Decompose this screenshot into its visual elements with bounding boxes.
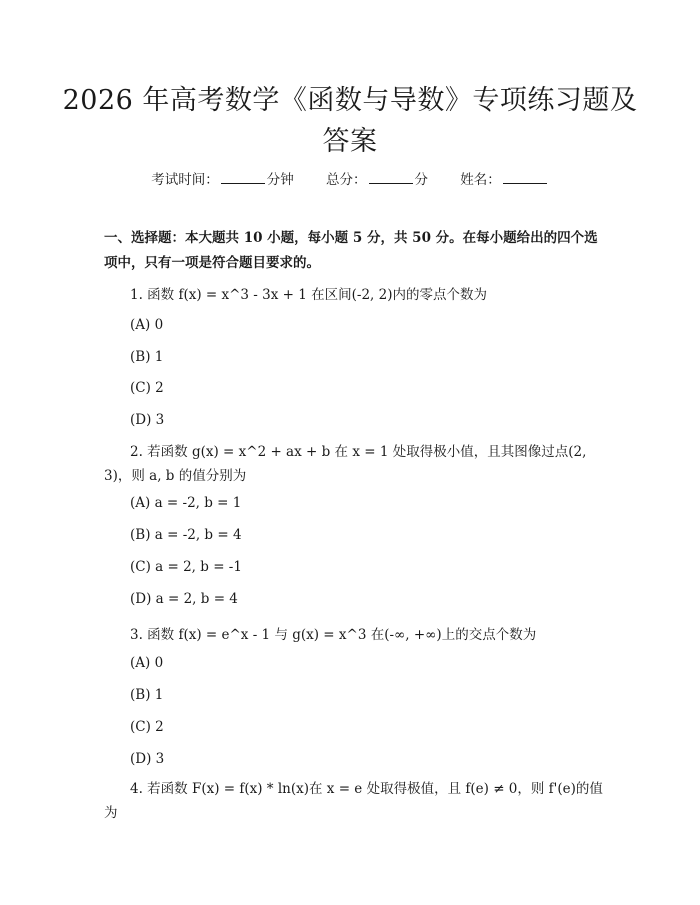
question-2-option-d: (D) a = 2, b = 4 [130, 591, 238, 607]
question-1-option-c: (C) 2 [130, 380, 164, 396]
total-score-label: 总分： [326, 172, 367, 188]
student-name-blank [503, 173, 547, 184]
question-3-option-b: (B) 1 [130, 687, 164, 703]
question-1-option-b: (B) 1 [130, 349, 164, 365]
exam-time-label: 考试时间： [151, 172, 219, 188]
question-1-option-d: (D) 3 [130, 412, 165, 428]
question-4-stem: 4. 若函数 F(x) = f(x) * ln(x)在 x = e 处取得极值，且 f(e) ≠ 0，则 f'(e)的值为 [104, 781, 603, 821]
question-1-stem: 1. 函数 f(x) = x^3 - 3x + 1 在区间(-2, 2)内的零点个数为 [130, 287, 487, 303]
total-score-blank [369, 173, 413, 184]
question-2-stem: 2. 若函数 g(x) = x^2 + ax + b 在 x = 1 处取得极小值，且其图像过点(2, 3)，则 a, b 的值分别为 [104, 444, 587, 484]
question-2-option-b: (B) a = -2, b = 4 [130, 527, 242, 543]
total-score-field [326, 172, 432, 188]
question-2-option-c: (C) a = 2, b = -1 [130, 559, 242, 575]
exam-info-row [0, 168, 700, 188]
student-name-label: 姓名： [460, 172, 501, 188]
question-3-option-a: (A) 0 [130, 655, 164, 671]
section-heading: 一、选择题：本大题共 10 小题，每小题 5 分，共 50 分。在每小题给出的四个选项中，只有一项是符合题目要求的。 [104, 230, 598, 271]
exam-time-unit: 分钟 [266, 172, 294, 188]
student-name-field [460, 172, 549, 188]
question-3-stem: 3. 函数 f(x) = e^x - 1 与 g(x) = x^3 在(-∞, +∞)上的交点个数为 [130, 627, 537, 643]
exam-time-blank [221, 173, 265, 184]
exam-time-field [151, 172, 298, 188]
question-3-option-c: (C) 2 [130, 719, 164, 735]
question-3-option-d: (D) 3 [130, 751, 165, 767]
total-score-unit: 分 [414, 172, 428, 188]
question-1-option-a: (A) 0 [130, 317, 164, 333]
document-title: 2026 年高考数学《函数与导数》专项练习题及答案 [62, 85, 638, 157]
question-2-option-a: (A) a = -2, b = 1 [130, 495, 242, 511]
